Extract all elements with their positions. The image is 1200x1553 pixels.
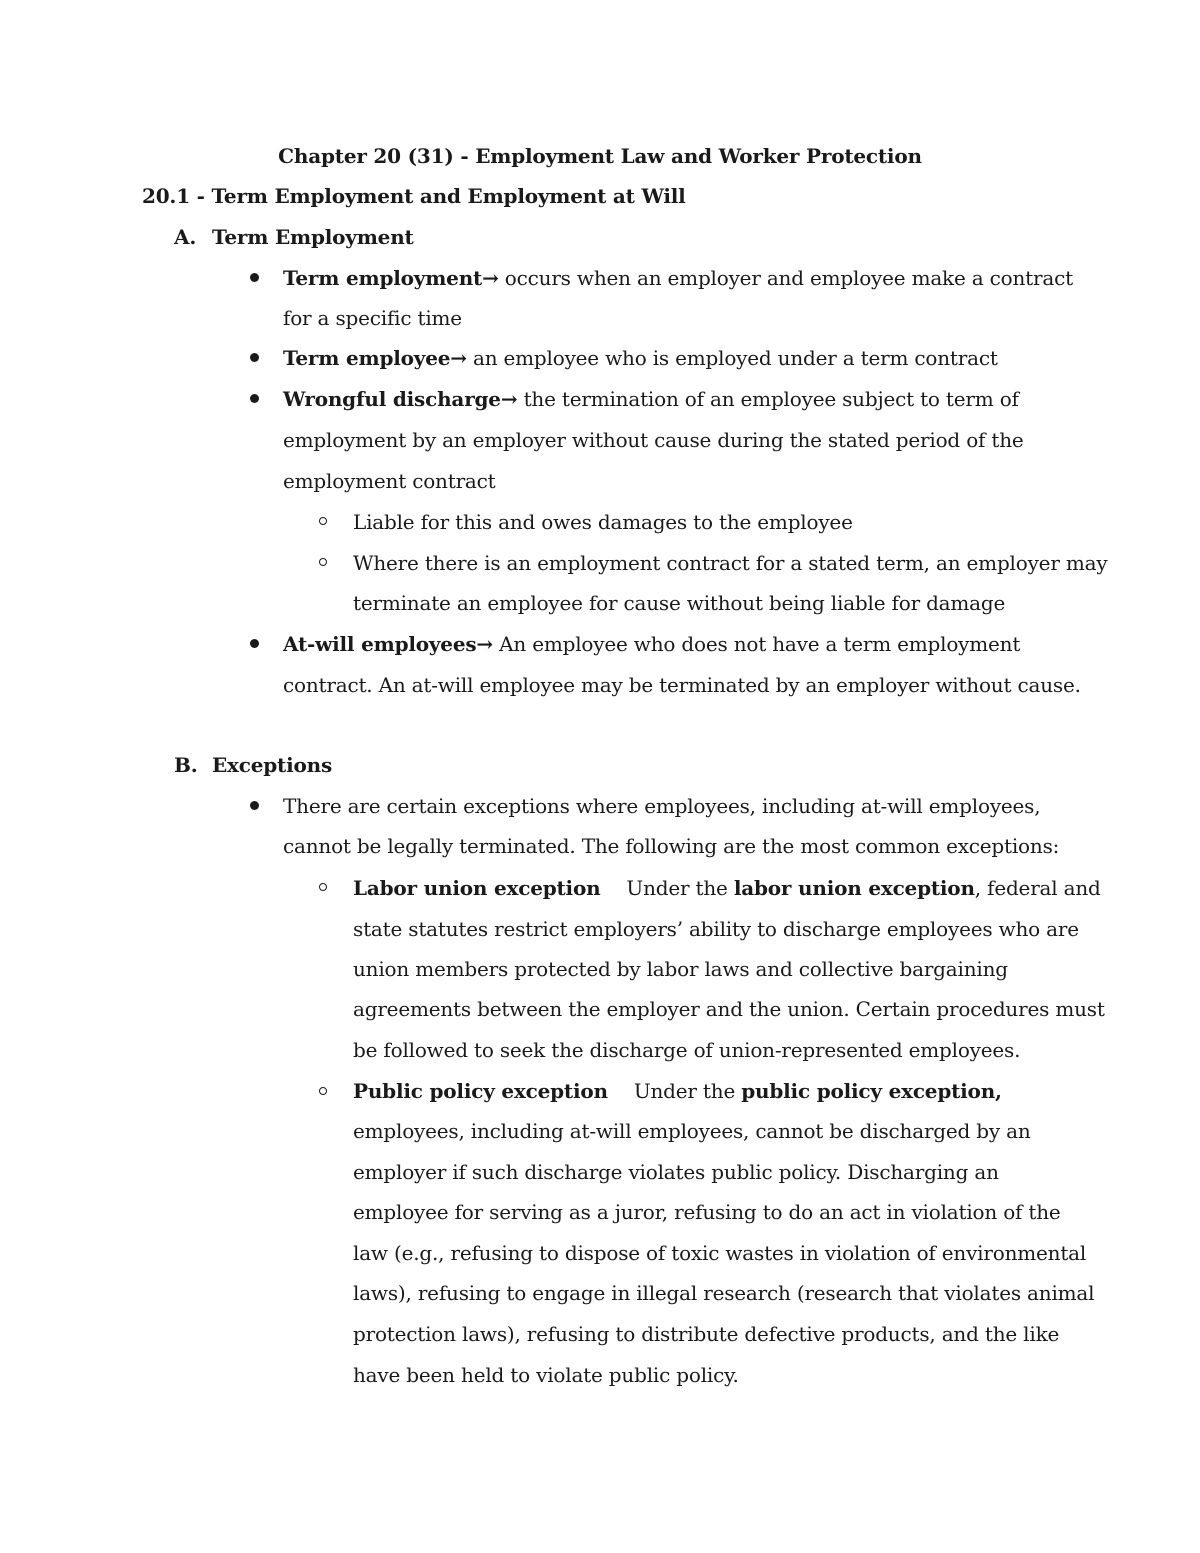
term-label: At-will employees→ — [283, 632, 493, 656]
definition-wrongful-discharge — [283, 379, 1019, 419]
labor-union-exception — [353, 868, 1101, 908]
definition-at-will — [283, 624, 1020, 664]
bullet-dot-icon — [250, 639, 259, 648]
bullet-dot-icon — [250, 353, 259, 362]
definition-text: An employee who does not have a term employment — [492, 632, 1021, 656]
definition-text: an employee who is employed under a term contract — [466, 346, 998, 370]
exception-bold-term: public policy exception, — [741, 1079, 1002, 1103]
term-label: Term employment→ — [283, 266, 499, 290]
page-title: Chapter 20 (31) - Employment Law and Worker Protection — [278, 144, 922, 168]
definition-continuation: employment contract — [283, 469, 496, 493]
definition-continuation: for a specific time — [283, 306, 462, 330]
exception-text: Under the — [626, 876, 734, 900]
exception-continuation: have been held to violate public policy. — [353, 1363, 739, 1387]
exceptions-intro: There are certain exceptions where employees, including at-will employees, — [283, 794, 1041, 818]
exception-label: Public policy exception — [353, 1079, 608, 1103]
exception-bold-term: labor union exception — [733, 876, 975, 900]
part-b-marker: B. — [174, 753, 198, 777]
exception-continuation: state statutes restrict employers’ ability to discharge employees who are — [353, 917, 1079, 941]
definition-text: the termination of an employee subject to term of — [517, 387, 1019, 411]
definition-term-employment — [283, 258, 1073, 298]
exception-continuation: agreements between the employer and the union. Certain procedures must — [353, 997, 1105, 1021]
bullet-circle-icon — [319, 558, 327, 566]
definition-term-employee — [283, 338, 998, 378]
bullet-dot-icon — [250, 801, 259, 810]
section-heading: 20.1 - Term Employment and Employment at Will — [142, 184, 686, 208]
exception-continuation: employees, including at-will employees, cannot be discharged by an — [353, 1119, 1031, 1143]
exception-continuation: laws), refusing to engage in illegal research (research that violates animal — [353, 1281, 1095, 1305]
exception-continuation: be followed to seek the discharge of union-represented employees. — [353, 1038, 1021, 1062]
part-b-heading: Exceptions — [212, 753, 333, 777]
definition-continuation: employment by an employer without cause during the stated period of the — [283, 428, 1024, 452]
bullet-circle-icon — [319, 1087, 327, 1095]
sub-item-continuation: terminate an employee for cause without being liable for damage — [353, 591, 1006, 615]
exception-continuation: employer if such discharge violates public policy. Discharging an — [353, 1160, 999, 1184]
bullet-dot-icon — [250, 273, 259, 282]
exception-continuation: union members protected by labor laws and collective bargaining — [353, 957, 1008, 981]
definition-text: occurs when an employer and employee make a contract — [498, 266, 1073, 290]
bullet-circle-icon — [319, 517, 327, 525]
bullet-dot-icon — [250, 394, 259, 403]
sub-item: Liable for this and owes damages to the employee — [353, 510, 853, 534]
exceptions-intro-continuation: cannot be legally terminated. The following are the most common exceptions: — [283, 834, 1060, 858]
exception-text: , federal and — [974, 876, 1101, 900]
exception-text: Under the — [633, 1079, 742, 1103]
exception-continuation: law (e.g., refusing to dispose of toxic wastes in violation of environmental — [353, 1241, 1087, 1265]
public-policy-exception — [353, 1071, 1002, 1111]
part-a-heading: Term Employment — [212, 225, 414, 249]
part-a-marker: A. — [174, 225, 197, 249]
bullet-circle-icon — [319, 883, 327, 891]
definition-continuation: contract. An at-will employee may be terminated by an employer without cause. — [283, 673, 1081, 697]
term-label: Wrongful discharge→ — [283, 387, 518, 411]
exception-continuation: protection laws), refusing to distribute defective products, and the like — [353, 1322, 1060, 1346]
exception-label: Labor union exception — [353, 876, 601, 900]
sub-item: Where there is an employment contract for a stated term, an employer may — [353, 551, 1108, 575]
term-label: Term employee→ — [283, 346, 467, 370]
exception-continuation: employee for serving as a juror, refusing to do an act in violation of the — [353, 1200, 1061, 1224]
